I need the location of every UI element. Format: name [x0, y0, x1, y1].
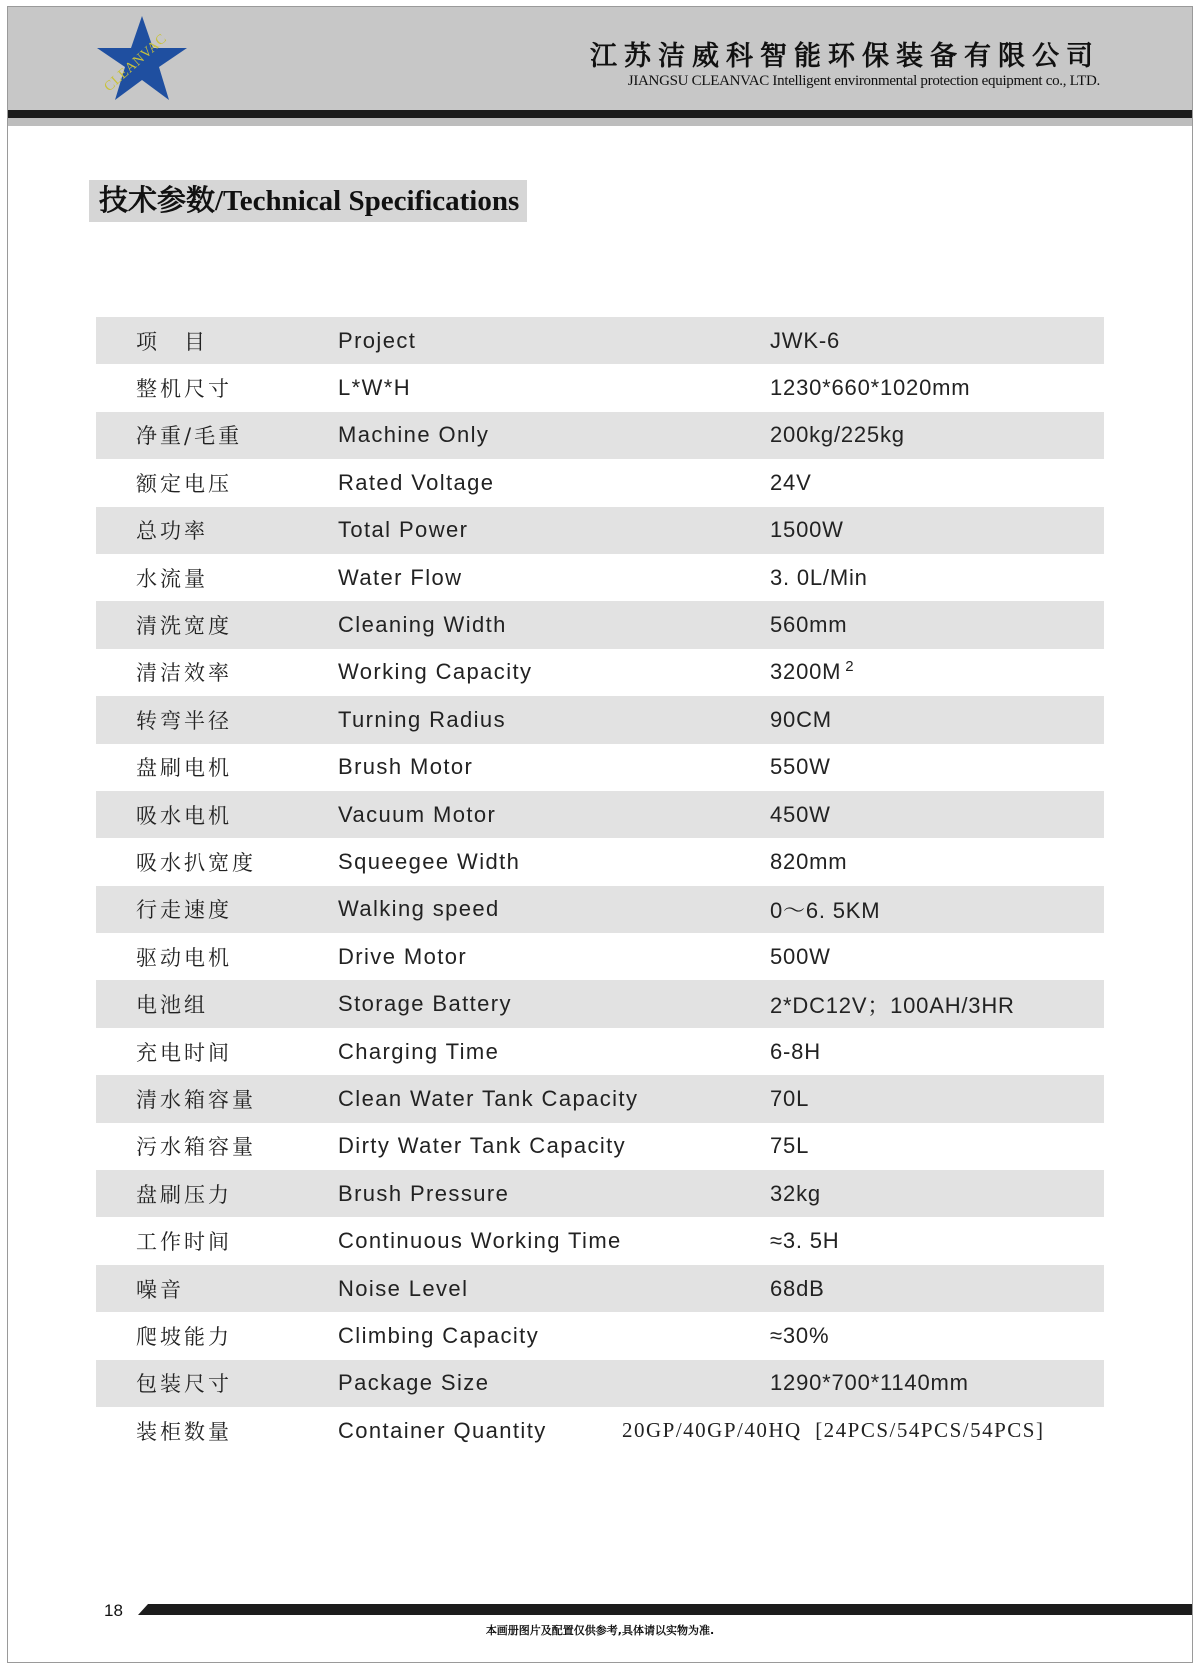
- spec-row: [96, 507, 1104, 554]
- spec-row: [96, 791, 1104, 838]
- spec-label-en: Total Power: [338, 517, 469, 543]
- spec-label-en: Machine Only: [338, 422, 490, 448]
- spec-value: [770, 1170, 821, 1217]
- spec-label-cn: 爬坡能力: [136, 1324, 232, 1349]
- spec-value: [770, 1123, 809, 1170]
- header-divider-dark: [8, 110, 1192, 118]
- spec-label-en: Continuous Working Time: [338, 1228, 622, 1254]
- spec-value-text: 6-8H: [770, 1038, 821, 1064]
- spec-row: [96, 838, 1104, 885]
- page-number: 18: [104, 1601, 123, 1620]
- spec-row: [96, 1075, 1104, 1122]
- spec-value-text: ≈30%: [770, 1322, 830, 1348]
- spec-label-cn: 转弯半径: [136, 708, 232, 733]
- cleanvac-logo: [95, 14, 195, 106]
- spec-row: [96, 317, 1104, 364]
- spec-table: [96, 317, 1104, 1454]
- spec-value-text: 70L: [770, 1085, 810, 1111]
- footer-bar: [138, 1604, 1192, 1615]
- logo-text: CLEANVAC: [101, 31, 170, 95]
- spec-value-text: 450W: [770, 801, 831, 827]
- spec-value-text: ≈3. 5H: [770, 1228, 840, 1254]
- spec-label-en: Dirty Water Tank Capacity: [338, 1133, 627, 1159]
- spec-label-cn: 净重/毛重: [136, 424, 243, 449]
- spec-label-cn: 清洁效率: [136, 661, 232, 686]
- spec-label-en: Drive Motor: [338, 943, 468, 969]
- spec-value: [770, 744, 831, 791]
- spec-row: [96, 1407, 1104, 1454]
- company-name-en: JIANGSU CLEANVAC Intelligent environmental protection equipment co., LTD.: [627, 73, 1100, 89]
- spec-row: [96, 1312, 1104, 1359]
- spec-value: [770, 1028, 821, 1075]
- spec-value: [770, 933, 831, 980]
- spec-label-en: Brush Motor: [338, 754, 474, 780]
- spec-value: [770, 364, 970, 411]
- spec-row: [96, 554, 1104, 601]
- header-divider-light: [8, 118, 1192, 126]
- spec-value: [770, 838, 847, 885]
- spec-label-en: Brush Pressure: [338, 1180, 510, 1206]
- spec-label-cn: 清洗宽度: [136, 614, 232, 639]
- spec-value: [770, 1265, 825, 1312]
- spec-label-cn: 装柜数量: [136, 1419, 232, 1444]
- company-name-cn: 江苏洁威科智能环保装备有限公司: [590, 41, 1100, 72]
- spec-value-text: 1230*660*1020mm: [770, 375, 971, 401]
- spec-row: [96, 601, 1104, 648]
- spec-value-text: JWK-6: [770, 327, 840, 353]
- spec-value: [770, 791, 831, 838]
- spec-label-cn: 污水箱容量: [136, 1135, 256, 1160]
- spec-label-en: Squeegee Width: [338, 848, 521, 874]
- spec-label-en: L*W*H: [338, 375, 412, 401]
- spec-label-en: Vacuum Motor: [338, 801, 497, 827]
- spec-row: [96, 980, 1104, 1027]
- spec-label-cn: 整机尺寸: [136, 377, 232, 402]
- spec-value: [770, 601, 847, 648]
- spec-value-text: 1500W: [770, 517, 844, 543]
- spec-value: [770, 649, 854, 696]
- section-title: 技术参数/Technical Specifications: [89, 180, 527, 222]
- spec-label-en: Charging Time: [338, 1038, 500, 1064]
- spec-value: [770, 1360, 969, 1407]
- spec-value: [770, 886, 880, 933]
- spec-value: [770, 412, 905, 459]
- spec-label-cn: 行走速度: [136, 898, 232, 923]
- spec-label-en: Storage Battery: [338, 991, 512, 1017]
- spec-row: [96, 1360, 1104, 1407]
- spec-label-en: Water Flow: [338, 564, 463, 590]
- spec-row: [96, 696, 1104, 743]
- spec-row: [96, 364, 1104, 411]
- spec-value: [770, 1312, 829, 1359]
- spec-row: [96, 1170, 1104, 1217]
- spec-label-en: Working Capacity: [338, 659, 533, 685]
- spec-value-text: 200kg/225kg: [770, 422, 905, 448]
- spec-label-cn: 盘刷压力: [136, 1182, 232, 1207]
- spec-label-en: Noise Level: [338, 1275, 469, 1301]
- spec-label-en: Container Quantity: [338, 1417, 547, 1443]
- spec-label-en: Cleaning Width: [338, 612, 507, 638]
- spec-label-cn: 吸水扒宽度: [136, 850, 256, 875]
- spec-value: [770, 696, 832, 743]
- spec-value-text: 550W: [770, 754, 831, 780]
- spec-label-cn: 噪音: [136, 1277, 184, 1302]
- spec-value-text: 820mm: [770, 848, 848, 874]
- spec-label-cn: 水流量: [136, 566, 208, 591]
- spec-value: [770, 459, 812, 506]
- spec-row: [96, 886, 1104, 933]
- spec-value-text: 75L: [770, 1133, 810, 1159]
- spec-label-en: Rated Voltage: [338, 469, 495, 495]
- spec-value-text: 32kg: [770, 1180, 821, 1206]
- spec-row: [96, 1217, 1104, 1264]
- spec-value-text: 500W: [770, 943, 831, 969]
- spec-label-cn: 总功率: [136, 519, 208, 544]
- spec-row: [96, 933, 1104, 980]
- spec-label-en: Project: [338, 327, 417, 353]
- spec-value-text: 90CM: [770, 706, 832, 732]
- spec-value: [770, 1075, 809, 1122]
- spec-label-cn: 包装尺寸: [136, 1372, 232, 1397]
- spec-value-text: 0～6. 5KM: [770, 897, 881, 923]
- spec-row: [96, 459, 1104, 506]
- spec-label-cn: 额定电压: [136, 471, 232, 496]
- spec-value: [622, 1407, 1044, 1454]
- spec-value-superscript: 2: [845, 657, 855, 675]
- spec-value: [770, 317, 840, 364]
- spec-value: [770, 1217, 839, 1264]
- spec-row: [96, 744, 1104, 791]
- spec-label-cn: 驱动电机: [136, 945, 232, 970]
- spec-value-text: 2*DC12V；100AH/3HR: [770, 992, 1015, 1018]
- spec-label-en: Walking speed: [338, 896, 500, 922]
- spec-label-cn: 电池组: [136, 993, 208, 1018]
- spec-label-en: Turning Radius: [338, 706, 506, 732]
- spec-value-text: 24V: [770, 469, 812, 495]
- spec-row: [96, 649, 1104, 696]
- spec-row: [96, 1028, 1104, 1075]
- spec-row: [96, 412, 1104, 459]
- spec-value-text: 560mm: [770, 612, 848, 638]
- spec-value-text: 68dB: [770, 1275, 825, 1301]
- spec-row: [96, 1123, 1104, 1170]
- spec-label-cn: 吸水电机: [136, 803, 232, 828]
- footer-disclaimer: 本画册图片及配置仅供参考,具体请以实物为准.: [485, 1624, 715, 1637]
- spec-label-cn: 项 目: [136, 329, 208, 354]
- spec-row: [96, 1265, 1104, 1312]
- spec-value-text: 3200M: [770, 659, 842, 685]
- spec-label-cn: 充电时间: [136, 1040, 232, 1065]
- spec-label-en: Climbing Capacity: [338, 1322, 540, 1348]
- spec-value-text: 3. 0L/Min: [770, 564, 868, 590]
- spec-value: [770, 980, 1015, 1027]
- spec-value-text: 1290*700*1140mm: [770, 1370, 969, 1396]
- spec-value: [770, 554, 868, 601]
- spec-label-cn: 工作时间: [136, 1230, 232, 1255]
- spec-label-cn: 盘刷电机: [136, 756, 232, 781]
- spec-label-cn: 清水箱容量: [136, 1087, 256, 1112]
- spec-label-en: Clean Water Tank Capacity: [338, 1085, 639, 1111]
- spec-value: [770, 507, 844, 554]
- spec-value-text: 20GP/40GP/40HQ [24PCS/54PCS/54PCS]: [622, 1418, 1045, 1443]
- spec-label-en: Package Size: [338, 1370, 490, 1396]
